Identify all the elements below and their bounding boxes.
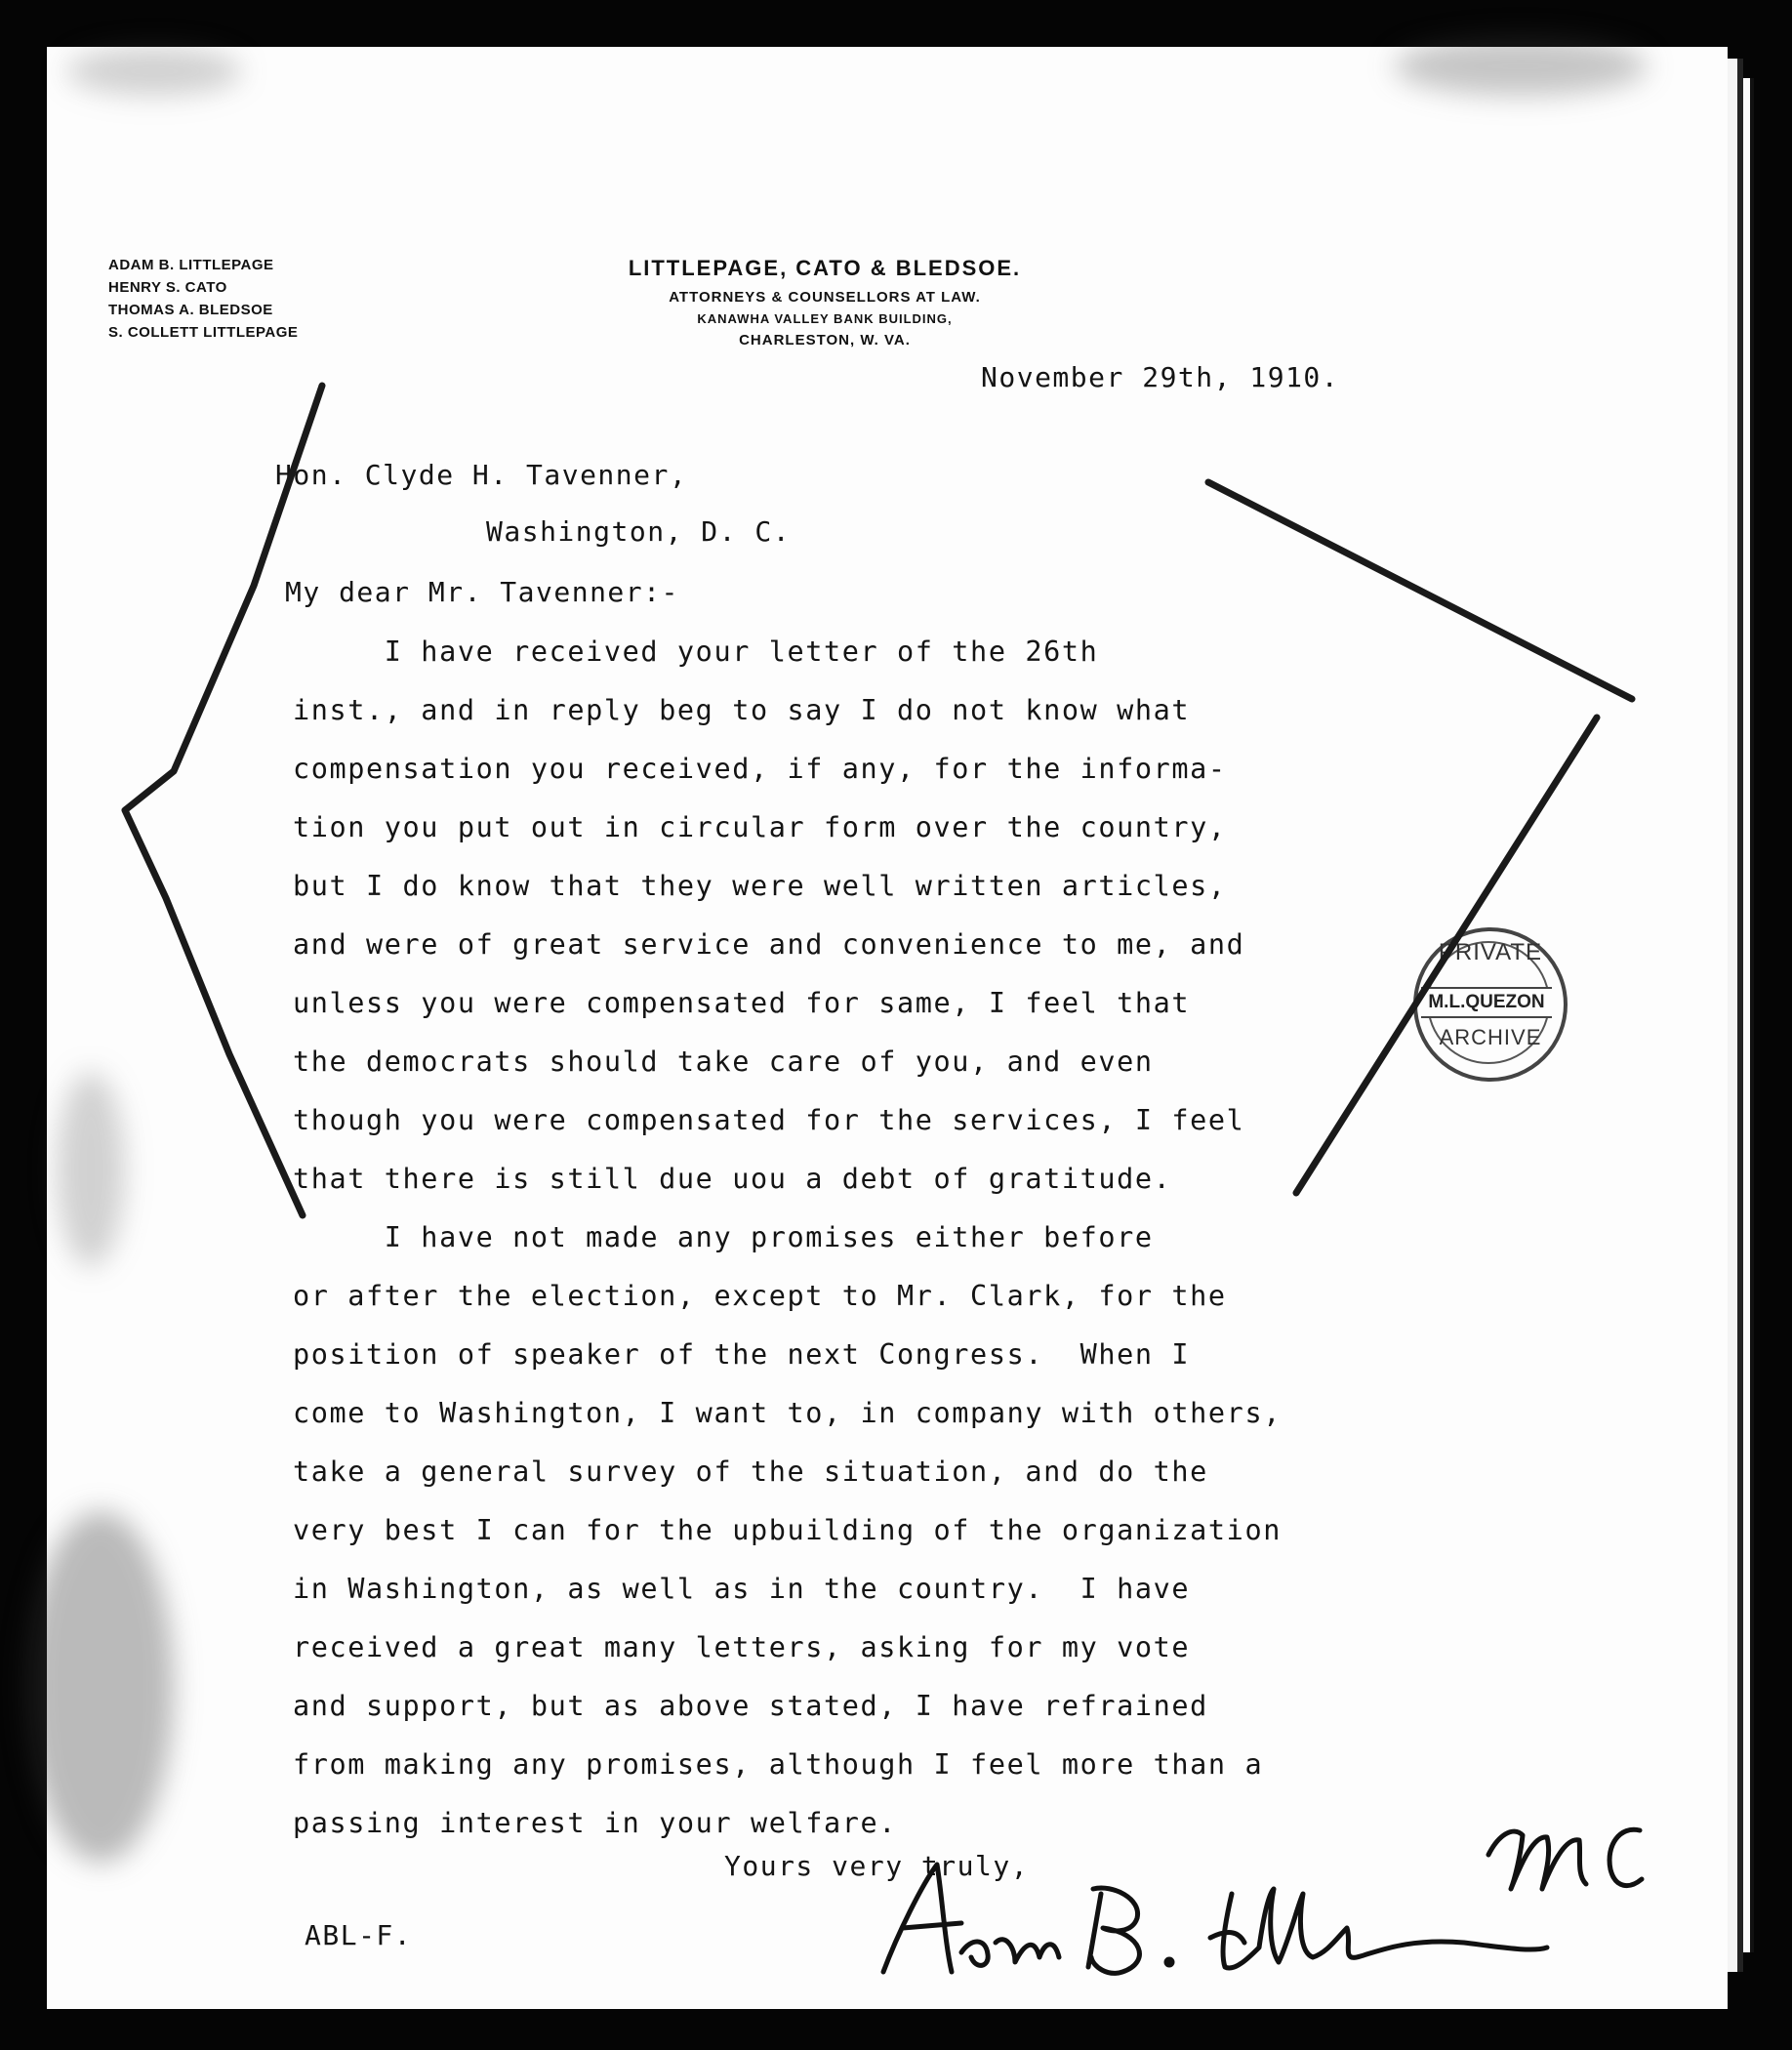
partner-name: THOMAS A. BLEDSOE bbox=[108, 302, 273, 318]
body-line: from making any promises, although I feel more than a bbox=[293, 1748, 1264, 1781]
body-line: compensation you received, if any, for the informa- bbox=[293, 753, 1227, 785]
body-line: position of speaker of the next Congress. When I bbox=[293, 1338, 1191, 1371]
body-line: take a general survey of the situation, and do the bbox=[293, 1456, 1208, 1488]
body-line: inst., and in reply beg to say I do not know what bbox=[293, 694, 1191, 726]
firm-building: KANAWHA VALLEY BANK BUILDING, bbox=[697, 311, 953, 326]
body-line: though you were compensated for the services, I feel bbox=[293, 1104, 1245, 1136]
firm-name: LITTLEPAGE, CATO & BLEDSOE. bbox=[628, 256, 1022, 280]
body-line: that there is still due uou a debt of gratitude. bbox=[293, 1163, 1172, 1195]
body-line: I have not made any promises either before bbox=[293, 1221, 1154, 1253]
body-line: in Washington, as well as in the country. I have bbox=[293, 1573, 1191, 1605]
stamp-top-text: PRIVATE bbox=[1438, 939, 1543, 965]
partner-name: S. COLLETT LITTLEPAGE bbox=[108, 324, 299, 341]
letter-date: November 29th, 1910. bbox=[981, 361, 1340, 393]
body-line: very best I can for the upbuilding of the organization bbox=[293, 1514, 1282, 1546]
left-bracket-mark bbox=[125, 386, 322, 1215]
salutation: My dear Mr. Tavenner:- bbox=[285, 576, 679, 608]
body-line: or after the election, except to Mr. Clark, for the bbox=[293, 1280, 1227, 1312]
body-line: and support, but as above stated, I have refrained bbox=[293, 1690, 1208, 1722]
body-line: and were of great service and convenience to me, and bbox=[293, 928, 1245, 961]
margin-mark bbox=[1488, 1829, 1642, 1889]
body-line: come to Washington, I want to, in company with others, bbox=[293, 1397, 1282, 1429]
partner-name: HENRY S. CATO bbox=[108, 279, 227, 296]
crossing-mark bbox=[1296, 718, 1597, 1193]
body-line: the democrats should take care of you, and even bbox=[293, 1046, 1154, 1078]
right-diagonal-mark bbox=[1208, 482, 1632, 699]
body-line: passing interest in your welfare. bbox=[293, 1807, 898, 1839]
typist-initials: ABL-F. bbox=[305, 1919, 413, 1951]
recipient-name: Hon. Clyde H. Tavenner, bbox=[275, 459, 688, 491]
signature bbox=[883, 1865, 1547, 1973]
firm-city: CHARLESTON, W. VA. bbox=[739, 332, 911, 348]
stamp-middle-text: M.L.QUEZON bbox=[1421, 987, 1552, 1018]
body-line: received a great many letters, asking for my vote bbox=[293, 1631, 1191, 1663]
partner-name: ADAM B. LITTLEPAGE bbox=[108, 257, 274, 273]
firm-subtitle: ATTORNEYS & COUNSELLORS AT LAW. bbox=[669, 289, 981, 306]
body-line: I have received your letter of the 26th bbox=[293, 636, 1099, 668]
recipient-city: Washington, D. C. bbox=[486, 515, 792, 548]
closing: Yours very truly, bbox=[724, 1850, 1030, 1882]
stamp-bottom-text: ARCHIVE bbox=[1439, 1025, 1542, 1049]
body-line: unless you were compensated for same, I feel that bbox=[293, 987, 1191, 1019]
body-line: but I do know that they were well written articles, bbox=[293, 870, 1227, 902]
body-line: tion you put out in circular form over the country, bbox=[293, 811, 1227, 843]
